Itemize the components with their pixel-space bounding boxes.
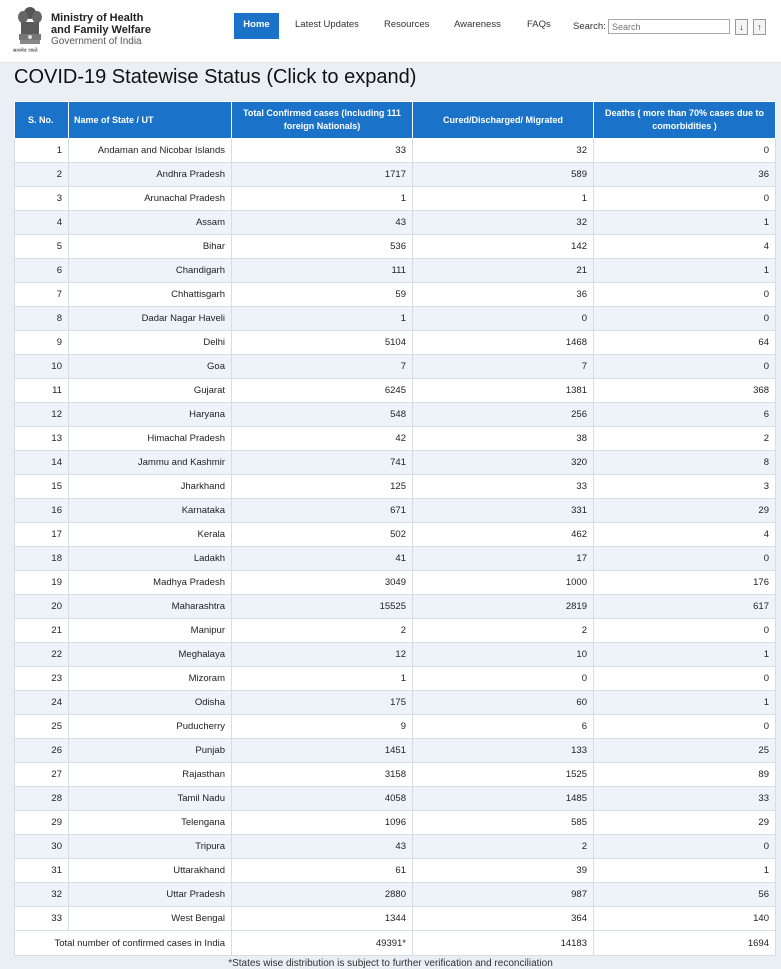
cell-sno: 14 — [15, 451, 69, 475]
cell-cured: 331 — [413, 499, 594, 523]
cell-cured: 10 — [413, 643, 594, 667]
cell-state: Telengana — [69, 811, 232, 835]
cell-deaths: 0 — [594, 667, 776, 691]
table-row[interactable] — [15, 403, 776, 427]
cell-state: Ladakh — [69, 547, 232, 571]
cell-sno: 1 — [15, 139, 69, 163]
cell-state: Chhattisgarh — [69, 283, 232, 307]
cell-confirmed: 3049 — [232, 571, 413, 595]
cell-state: Punjab — [69, 739, 232, 763]
table-row[interactable] — [15, 715, 776, 739]
cell-state: Himachal Pradesh — [69, 427, 232, 451]
cell-cured: 2 — [413, 619, 594, 643]
cell-deaths: 8 — [594, 451, 776, 475]
cell-state: Tamil Nadu — [69, 787, 232, 811]
cell-sno: 27 — [15, 763, 69, 787]
cell-cured: 1381 — [413, 379, 594, 403]
ministry-line-1: Ministry of Health — [51, 12, 144, 24]
cell-confirmed: 111 — [232, 259, 413, 283]
cell-state: Jammu and Kashmir — [69, 451, 232, 475]
cell-state: Delhi — [69, 331, 232, 355]
cell-cured: 320 — [413, 451, 594, 475]
cell-confirmed: 33 — [232, 139, 413, 163]
cell-sno: 20 — [15, 595, 69, 619]
table-row[interactable] — [15, 739, 776, 763]
site-header — [0, 0, 781, 63]
cell-cured: 1485 — [413, 787, 594, 811]
table-body — [15, 139, 776, 956]
cell-state: Assam — [69, 211, 232, 235]
cell-deaths: 1 — [594, 259, 776, 283]
cell-deaths: 0 — [594, 715, 776, 739]
table-row[interactable] — [15, 523, 776, 547]
header-cured: Cured/Discharged/ Migrated — [413, 102, 594, 139]
cell-deaths: 89 — [594, 763, 776, 787]
cell-cured: 32 — [413, 139, 594, 163]
table-row[interactable] — [15, 163, 776, 187]
cell-confirmed: 1 — [232, 187, 413, 211]
cell-cured: 142 — [413, 235, 594, 259]
cell-deaths: 617 — [594, 595, 776, 619]
nav-home[interactable]: Home — [234, 13, 279, 39]
table-row[interactable] — [15, 571, 776, 595]
cell-cured: 39 — [413, 859, 594, 883]
header-state: Name of State / UT — [69, 102, 232, 139]
table-row[interactable] — [15, 331, 776, 355]
cell-confirmed: 1 — [232, 307, 413, 331]
cell-confirmed: 536 — [232, 235, 413, 259]
table-row[interactable] — [15, 187, 776, 211]
total-deaths: 1694 — [594, 931, 776, 956]
emblem-caption: सत्यमेव जयते — [13, 48, 38, 54]
table-row[interactable] — [15, 499, 776, 523]
header-sno: S. No. — [15, 102, 69, 139]
cell-cured: 256 — [413, 403, 594, 427]
cell-confirmed: 43 — [232, 835, 413, 859]
cell-deaths: 0 — [594, 619, 776, 643]
table-total-row — [15, 931, 776, 956]
cell-deaths: 0 — [594, 355, 776, 379]
cell-deaths: 25 — [594, 739, 776, 763]
cell-sno: 10 — [15, 355, 69, 379]
cell-sno: 11 — [15, 379, 69, 403]
cell-confirmed: 1096 — [232, 811, 413, 835]
cell-state: Andaman and Nicobar Islands — [69, 139, 232, 163]
cell-deaths: 0 — [594, 139, 776, 163]
cell-sno: 17 — [15, 523, 69, 547]
nav-awareness[interactable]: Awareness — [454, 19, 501, 30]
cell-state: Andhra Pradesh — [69, 163, 232, 187]
table-row[interactable] — [15, 379, 776, 403]
cell-sno: 3 — [15, 187, 69, 211]
cell-sno: 23 — [15, 667, 69, 691]
table-row[interactable] — [15, 547, 776, 571]
cell-cured: 462 — [413, 523, 594, 547]
cell-deaths: 1 — [594, 643, 776, 667]
cell-confirmed: 42 — [232, 427, 413, 451]
cell-confirmed: 41 — [232, 547, 413, 571]
ministry-line-3: Government of India — [51, 36, 142, 47]
table-row[interactable] — [15, 763, 776, 787]
cell-sno: 18 — [15, 547, 69, 571]
cell-state: Goa — [69, 355, 232, 379]
cell-deaths: 0 — [594, 283, 776, 307]
cell-confirmed: 502 — [232, 523, 413, 547]
cell-state: Maharashtra — [69, 595, 232, 619]
cell-confirmed: 175 — [232, 691, 413, 715]
cell-state: Meghalaya — [69, 643, 232, 667]
cell-deaths: 2 — [594, 427, 776, 451]
cell-confirmed: 2880 — [232, 883, 413, 907]
cell-state: Chandigarh — [69, 259, 232, 283]
table-row[interactable] — [15, 235, 776, 259]
table-row[interactable] — [15, 139, 776, 163]
cell-confirmed: 548 — [232, 403, 413, 427]
cell-confirmed: 1344 — [232, 907, 413, 931]
cell-sno: 5 — [15, 235, 69, 259]
cell-deaths: 0 — [594, 835, 776, 859]
table-row[interactable] — [15, 619, 776, 643]
cell-deaths: 176 — [594, 571, 776, 595]
cell-cured: 0 — [413, 307, 594, 331]
cell-state: Odisha — [69, 691, 232, 715]
cell-state: Haryana — [69, 403, 232, 427]
cell-deaths: 29 — [594, 811, 776, 835]
cell-confirmed: 741 — [232, 451, 413, 475]
cell-sno: 9 — [15, 331, 69, 355]
cell-state: West Bengal — [69, 907, 232, 931]
table-row[interactable] — [15, 259, 776, 283]
cell-cured: 1 — [413, 187, 594, 211]
cell-cured: 36 — [413, 283, 594, 307]
cell-sno: 25 — [15, 715, 69, 739]
cell-confirmed: 12 — [232, 643, 413, 667]
table-row[interactable] — [15, 787, 776, 811]
cell-sno: 4 — [15, 211, 69, 235]
cell-state: Puducherry — [69, 715, 232, 739]
cell-state: Tripura — [69, 835, 232, 859]
cell-cured: 33 — [413, 475, 594, 499]
cell-sno: 24 — [15, 691, 69, 715]
cell-confirmed: 1 — [232, 667, 413, 691]
table-row[interactable] — [15, 427, 776, 451]
cell-deaths: 29 — [594, 499, 776, 523]
cell-deaths: 140 — [594, 907, 776, 931]
search-down-button[interactable]: ↓ — [735, 19, 748, 35]
table-row[interactable] — [15, 691, 776, 715]
search-label: Search: — [573, 21, 606, 32]
cell-sno: 2 — [15, 163, 69, 187]
table-row[interactable] — [15, 859, 776, 883]
cell-cured: 38 — [413, 427, 594, 451]
cell-confirmed: 125 — [232, 475, 413, 499]
cell-confirmed: 1451 — [232, 739, 413, 763]
cell-confirmed: 43 — [232, 211, 413, 235]
cell-confirmed: 5104 — [232, 331, 413, 355]
cell-sno: 7 — [15, 283, 69, 307]
cell-confirmed: 3158 — [232, 763, 413, 787]
cell-sno: 26 — [15, 739, 69, 763]
cell-cured: 133 — [413, 739, 594, 763]
cell-state: Uttarakhand — [69, 859, 232, 883]
table-row[interactable] — [15, 211, 776, 235]
table-row[interactable] — [15, 307, 776, 331]
table-row[interactable] — [15, 643, 776, 667]
nav-faqs[interactable]: FAQs — [527, 19, 551, 30]
ministry-name[interactable] — [51, 12, 151, 48]
total-confirmed: 49391* — [232, 931, 413, 956]
cell-deaths: 0 — [594, 547, 776, 571]
cell-deaths: 56 — [594, 883, 776, 907]
cell-state: Bihar — [69, 235, 232, 259]
cell-state: Arunachal Pradesh — [69, 187, 232, 211]
cell-confirmed: 59 — [232, 283, 413, 307]
cell-sno: 32 — [15, 883, 69, 907]
statewise-table — [14, 101, 776, 956]
cell-deaths: 1 — [594, 211, 776, 235]
header-deaths: Deaths ( more than 70% cases due to comorbidities ) — [594, 102, 776, 139]
cell-state: Uttar Pradesh — [69, 883, 232, 907]
cell-sno: 6 — [15, 259, 69, 283]
cell-confirmed: 7 — [232, 355, 413, 379]
cell-confirmed: 15525 — [232, 595, 413, 619]
cell-deaths: 368 — [594, 379, 776, 403]
table-header-row — [15, 102, 776, 139]
cell-cured: 585 — [413, 811, 594, 835]
cell-cured: 32 — [413, 211, 594, 235]
footnote: *States wise distribution is subject to further verification and reconciliation — [228, 958, 553, 969]
cell-cured: 987 — [413, 883, 594, 907]
cell-state: Karnataka — [69, 499, 232, 523]
cell-cured: 1000 — [413, 571, 594, 595]
table-row[interactable] — [15, 451, 776, 475]
cell-state: Mizoram — [69, 667, 232, 691]
table-row[interactable] — [15, 595, 776, 619]
cell-deaths: 4 — [594, 523, 776, 547]
table-row[interactable] — [15, 355, 776, 379]
cell-deaths: 0 — [594, 307, 776, 331]
total-label: Total number of confirmed cases in India — [15, 931, 232, 956]
cell-deaths: 33 — [594, 787, 776, 811]
table-row[interactable] — [15, 811, 776, 835]
cell-deaths: 6 — [594, 403, 776, 427]
cell-state: Rajasthan — [69, 763, 232, 787]
header-confirmed: Total Confirmed cases (Including 111 foreign Nationals) — [232, 102, 413, 139]
cell-cured: 60 — [413, 691, 594, 715]
statewise-table-container — [14, 101, 775, 956]
nav-latest-updates[interactable]: Latest Updates — [295, 19, 359, 30]
cell-state: Manipur — [69, 619, 232, 643]
cell-cured: 364 — [413, 907, 594, 931]
cell-state: Jharkhand — [69, 475, 232, 499]
cell-sno: 33 — [15, 907, 69, 931]
table-row[interactable] — [15, 667, 776, 691]
cell-cured: 21 — [413, 259, 594, 283]
cell-deaths: 36 — [594, 163, 776, 187]
cell-sno: 22 — [15, 643, 69, 667]
table-row[interactable] — [15, 283, 776, 307]
table-row[interactable] — [15, 475, 776, 499]
cell-cured: 17 — [413, 547, 594, 571]
cell-confirmed: 1717 — [232, 163, 413, 187]
cell-deaths: 1 — [594, 691, 776, 715]
cell-deaths: 3 — [594, 475, 776, 499]
search-up-button[interactable]: ↑ — [753, 19, 766, 35]
cell-sno: 12 — [15, 403, 69, 427]
cell-cured: 1525 — [413, 763, 594, 787]
cell-sno: 15 — [15, 475, 69, 499]
ministry-line-2: and Family Welfare — [51, 24, 152, 36]
cell-sno: 19 — [15, 571, 69, 595]
table-row[interactable] — [15, 883, 776, 907]
cell-cured: 0 — [413, 667, 594, 691]
cell-confirmed: 6245 — [232, 379, 413, 403]
table-row[interactable] — [15, 835, 776, 859]
cell-sno: 8 — [15, 307, 69, 331]
cell-confirmed: 671 — [232, 499, 413, 523]
page-title[interactable]: COVID-19 Statewise Status (Click to expand) — [14, 66, 417, 88]
cell-sno: 29 — [15, 811, 69, 835]
cell-sno: 16 — [15, 499, 69, 523]
cell-confirmed: 9 — [232, 715, 413, 739]
cell-cured: 6 — [413, 715, 594, 739]
cell-sno: 31 — [15, 859, 69, 883]
cell-state: Dadar Nagar Haveli — [69, 307, 232, 331]
cell-sno: 13 — [15, 427, 69, 451]
cell-cured: 7 — [413, 355, 594, 379]
table-row[interactable] — [15, 907, 776, 931]
cell-state: Kerala — [69, 523, 232, 547]
cell-cured: 1468 — [413, 331, 594, 355]
cell-confirmed: 2 — [232, 619, 413, 643]
total-cured: 14183 — [413, 931, 594, 956]
search-input[interactable] — [608, 19, 730, 34]
cell-confirmed: 61 — [232, 859, 413, 883]
national-emblem-icon — [14, 4, 46, 54]
cell-state: Gujarat — [69, 379, 232, 403]
cell-deaths: 4 — [594, 235, 776, 259]
nav-resources[interactable]: Resources — [384, 19, 430, 30]
cell-cured: 2 — [413, 835, 594, 859]
cell-deaths: 0 — [594, 187, 776, 211]
cell-state: Madhya Pradesh — [69, 571, 232, 595]
cell-deaths: 64 — [594, 331, 776, 355]
cell-deaths: 1 — [594, 859, 776, 883]
cell-sno: 28 — [15, 787, 69, 811]
cell-cured: 2819 — [413, 595, 594, 619]
cell-cured: 589 — [413, 163, 594, 187]
cell-confirmed: 4058 — [232, 787, 413, 811]
cell-sno: 30 — [15, 835, 69, 859]
cell-sno: 21 — [15, 619, 69, 643]
